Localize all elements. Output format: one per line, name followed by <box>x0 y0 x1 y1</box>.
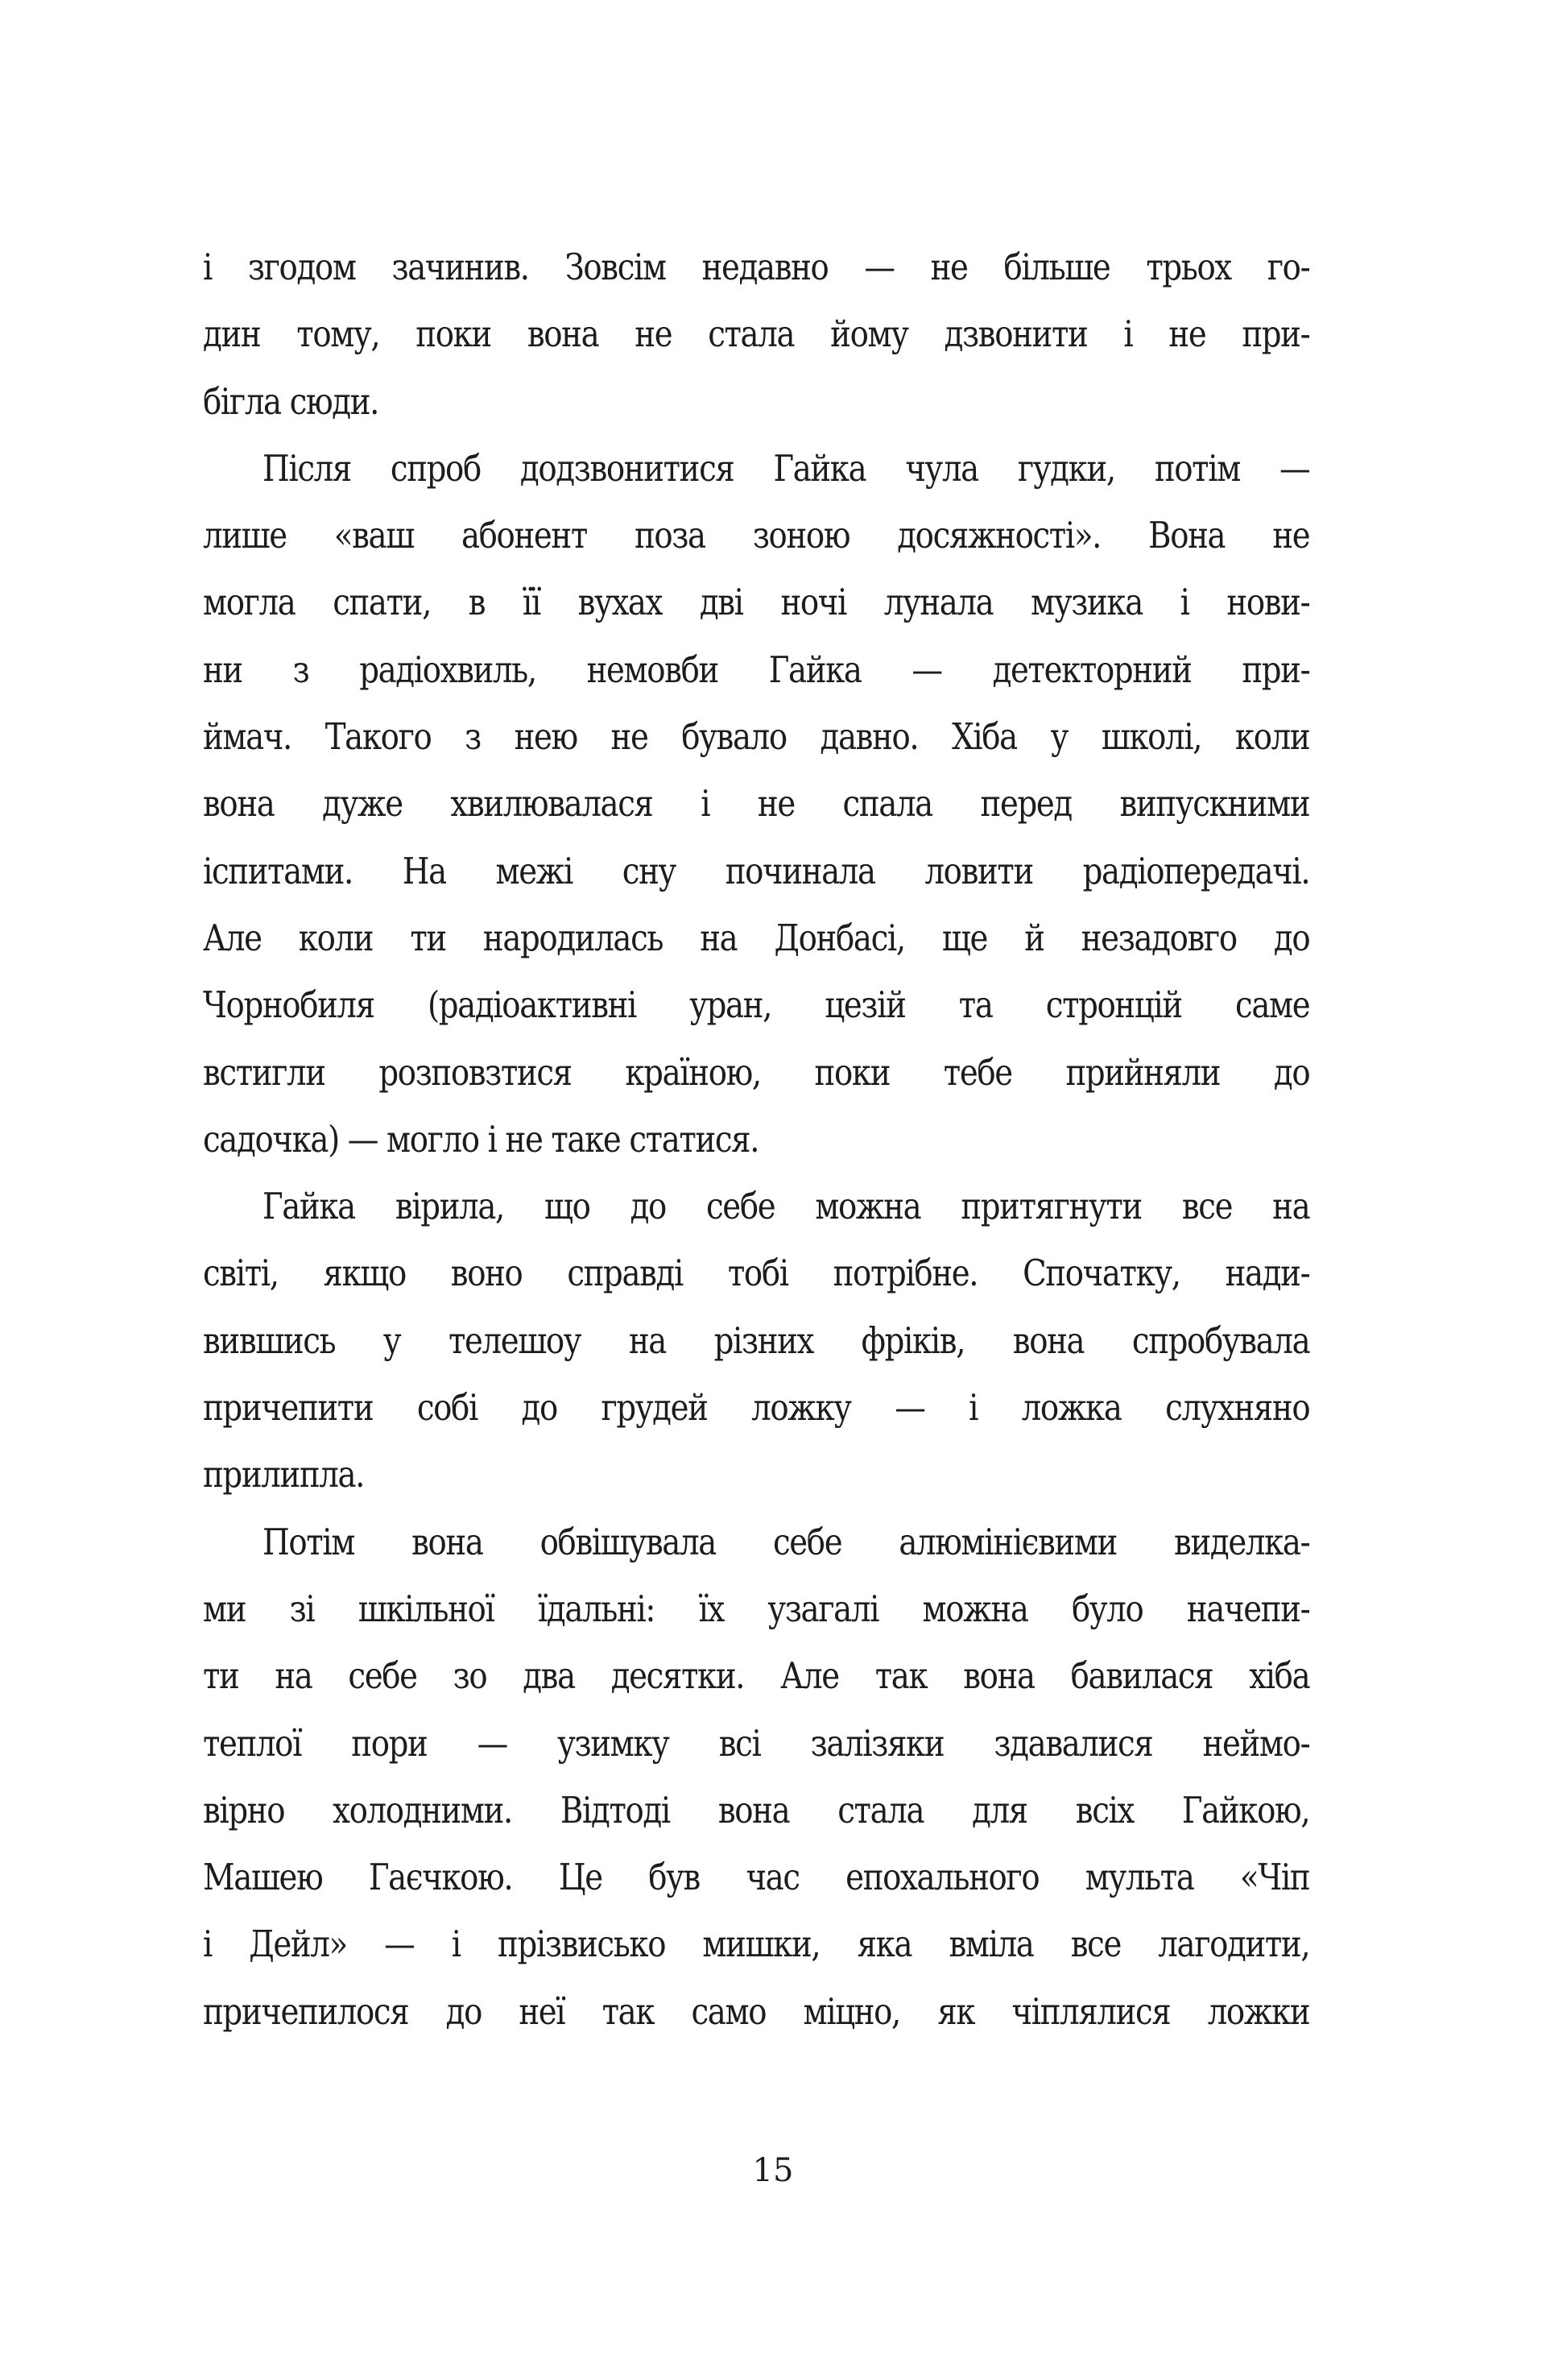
text-line: бігла сюди. <box>203 379 379 423</box>
text-line: і Дейл» — і прізвисько мишки, яка вміла все лагодити, <box>203 1923 1310 1966</box>
text-line: ни з радіохвиль, немовби Гайка — детекторний при- <box>203 648 1310 691</box>
text-line: вона дуже хвилювалася і не спала перед випускними <box>203 782 1310 826</box>
text-line: лише «ваш абонент поза зоною досяжності». Вона не <box>203 514 1310 557</box>
page-number: 15 <box>752 2152 794 2189</box>
text-line: вившись у телешоу на різних фріків, вона спробувала <box>203 1318 1310 1362</box>
text-line: причепити собі до грудей ложку — і ложка слухняно <box>203 1386 1310 1430</box>
text-line: ми зі шкільної їдальні: їх узагалі можна було начепи- <box>203 1587 1310 1630</box>
text-line: ймач. Такого з нею не бувало давно. Хіба у школі, коли <box>203 715 1310 759</box>
text-line: світі, якщо воно справді тобі потрібне. Спочатку, нади- <box>203 1252 1310 1295</box>
text-line: і згодом зачинив. Зовсім недавно — не більше трьох го- <box>203 246 1310 288</box>
text-line: Машею Гаєчкою. Це був час епохального мульта «Чіп <box>203 1856 1310 1899</box>
text-line: прилипла. <box>203 1453 365 1496</box>
text-line: Чорнобиля (радіоактивні уран, цезій та стронцій саме <box>203 983 1310 1027</box>
text-line: могла спати, в її вухах дві ночі лунала музика і нови- <box>203 581 1310 624</box>
text-line: садочка) — могло і не таке статися. <box>203 1117 759 1161</box>
text-line: іспитами. На межі сну починала ловити радіопередачі. <box>203 849 1310 892</box>
text-line: Гайка вірила, що до себе можна притягнути все на <box>262 1185 1310 1228</box>
text-line: Але коли ти народилась на Донбасі, ще й незадовго до <box>203 916 1310 959</box>
text-line: теплої пори — узимку всі залізяки здавалися неймо- <box>203 1721 1310 1765</box>
text-line: встигли розповзтися країною, поки тебе прийняли до <box>203 1050 1310 1094</box>
text-line: причепилося до неї так само міцно, як чіплялися ложки <box>203 1989 1310 2033</box>
text-line: ти на себе зо два десятки. Але так вона бавилася хіба <box>203 1654 1310 1698</box>
text-line: Потім вона обвішувала себе алюмінієвими виделка- <box>262 1520 1310 1563</box>
text-line: дин тому, поки вона не стала йому дзвонити і не при- <box>203 313 1310 356</box>
text-line: Після спроб додзвонитися Гайка чула гудки, потім — <box>262 446 1310 490</box>
body-text <box>203 234 1309 2045</box>
text-line: вірно холодними. Відтоді вона стала для всіх Гайкою, <box>203 1788 1310 1832</box>
